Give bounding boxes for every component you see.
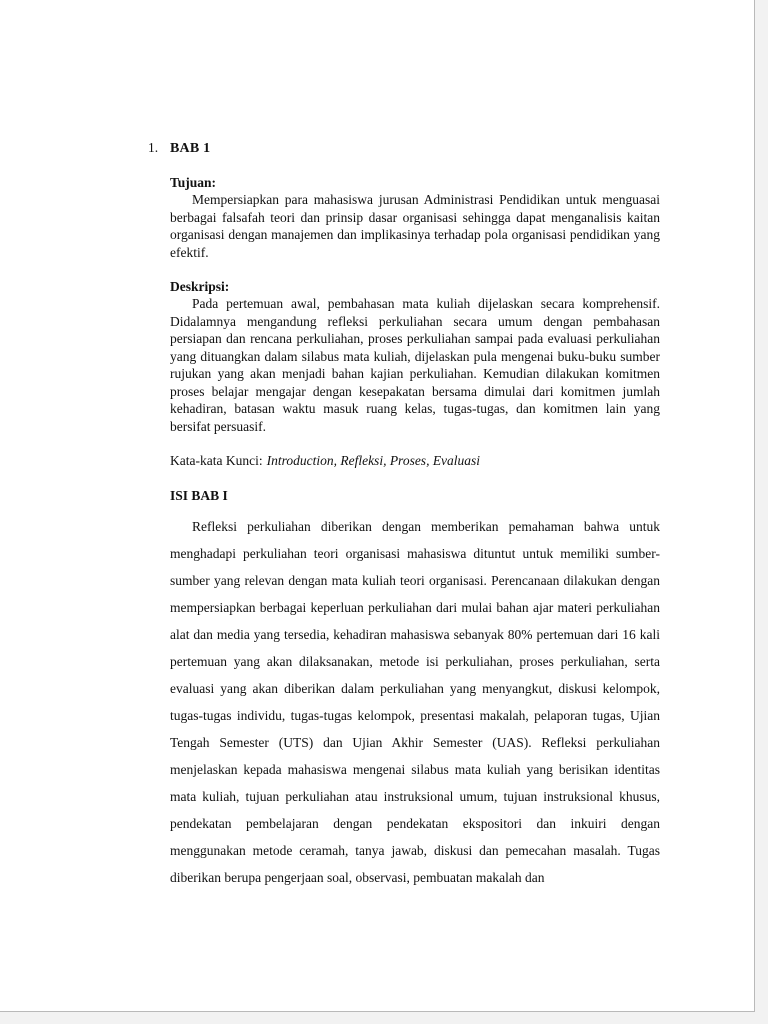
tujuan-heading: Tujuan: [170,175,217,190]
chapter-list-number: 1. [148,140,159,155]
isi-paragraph: Refleksi perkuliahan diberikan dengan memberikan pemahaman bahwa untuk menghadapi perkuliahan teori organisasi mahasiswa dituntut untuk memiliki sumber-sumber yang relevan dengan mata kuliah teori organisasi. Perencanaan dilakukan dengan mempersiapkan berbagai keperluan perkuliahan dari mulai bahan ajar materi perkuliahan alat dan media yang tersedia, kehadiran mahasiswa sebanyak 80% pertemuan dari 16 kali pertemuan yang akan dilaksanakan, metode isi perkuliahan, proses perkuliahan, serta evaluasi yang akan diberikan dalam perkuliahan yang menyangkut, diskusi kelompok, tugas-tugas individu, tugas-tugas kelompok, presentasi makalah, pelaporan tugas, Ujian Tengah Semester (UTS) dan Ujian Akhir Semester (UAS). Refleksi perkuliahan menjelaskan kepada mahasiswa mengenai silabus mata kuliah yang berisikan identitas mata kuliah, tujuan perkuliahan atau instruksional umum, tujuan instruksional khusus, pendekatan pembelajaran dengan pendekatan ekspositori dan inkuiri dengan menggunakan metode ceramah, tanya jawab, diskusi dan pemecahan masalah. Tugas diberikan berupa pengerjaan soal, observasi, pembuatan makalah dan [170,518,660,885]
tujuan-paragraph: Mempersiapkan para mahasiswa jurusan Administrasi Pendidikan untuk menguasai berbagai falsafah teori dan prinsip dasar organisasi sehingga dapat menganalisis kaitan organisasi dengan manajemen dan implikasinya terhadap pola organisasi pendidikan yang efektif. [170,192,660,260]
isi-bab-heading: ISI BAB I [170,487,228,503]
deskripsi-paragraph: Pada pertemuan awal, pembahasan mata kuliah dijelaskan secara komprehensif. Didalamnya mengandung refleksi perkuliahan secara umum dengan pembahasan persiapan dan rencana perkuliahan, proses perkuliahan sampai pada evaluasi perkuliahan yang dituangkan dalam silabus mata kuliah, dijelaskan pula mengenai buku-buku sumber rujukan yang akan menjadi bahan kajian perkuliahan. Kemudian dilakukan komitmen proses belajar mengajar dengan kesepakatan bersama dimulai dari komitmen jumlah kehadiran, batasan waktu masuk ruang kelas, tugas-tugas, dan komitmen lain yang bersifat persuasif. [170,296,660,434]
keywords-line [170,452,660,470]
chapter-title: BAB 1 [170,141,211,156]
deskripsi-heading: Deskripsi: [170,279,230,294]
page-content [148,140,660,891]
keywords-label: Kata-kata Kunci: [170,453,263,468]
keywords-value: Introduction, Refleksi, Proses, Evaluasi [266,453,481,468]
chapter-heading-row [148,140,660,157]
chapter-body [170,175,660,891]
